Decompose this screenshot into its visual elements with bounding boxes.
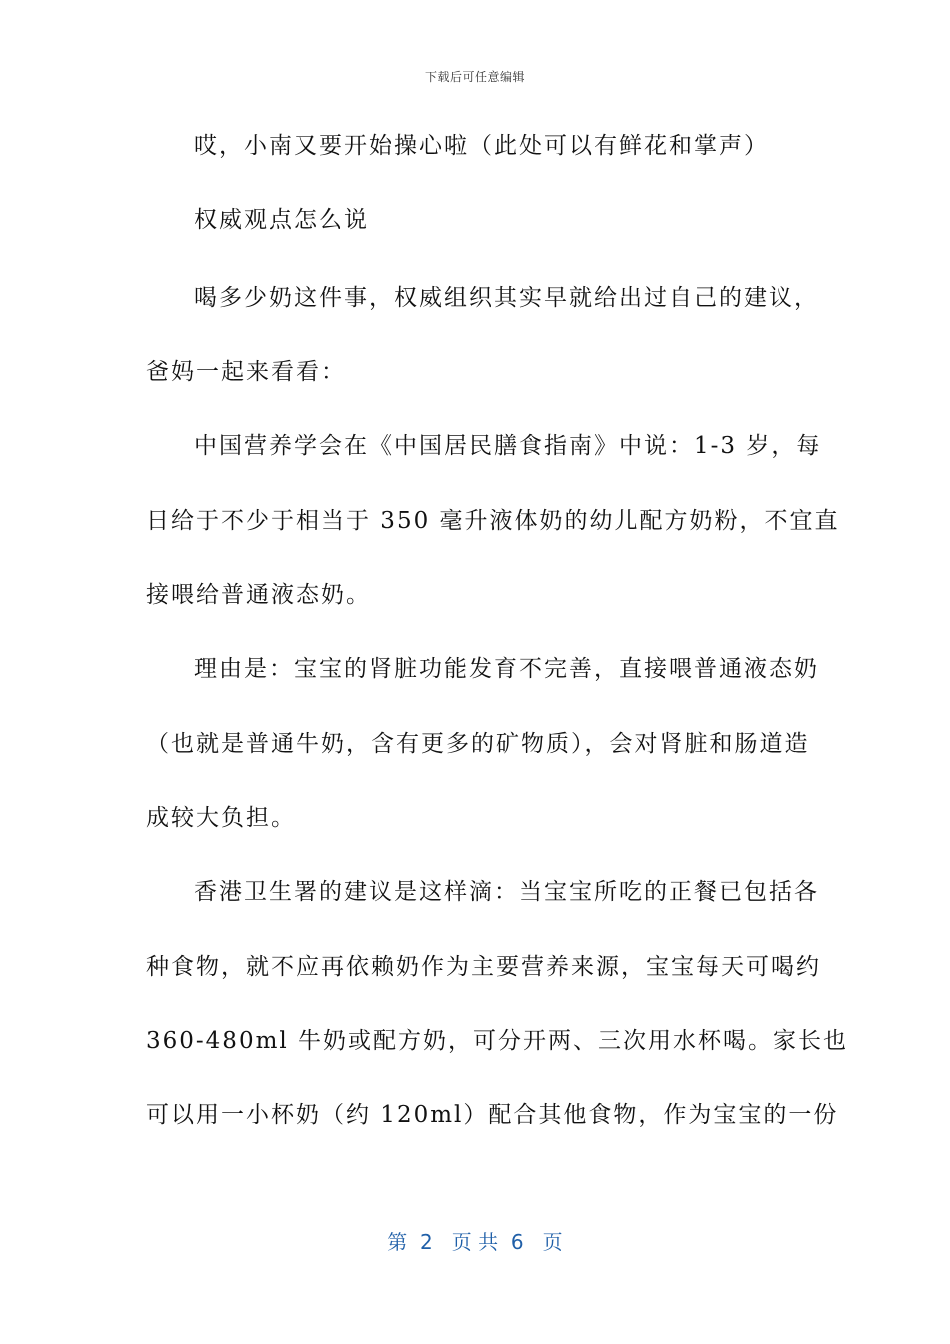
paragraph-line: 爸妈一起来看看： — [146, 359, 346, 385]
paragraph-line: 中国营养学会在《中国居民膳食指南》中说：1-3 岁，每 — [194, 433, 822, 459]
paragraph-line: 360-480ml 牛奶或配方奶，可分开两、三次用水杯喝。家长也 — [146, 1028, 849, 1054]
section-heading: 权威观点怎么说 — [194, 207, 369, 233]
paragraph-line: 可以用一小杯奶（约 120ml）配合其他食物，作为宝宝的一份 — [146, 1102, 839, 1128]
paragraph-line: 接喂给普通液态奶。 — [146, 582, 371, 608]
paragraph-line: 种食物，就不应再依赖奶作为主要营养来源，宝宝每天可喝约 — [146, 954, 821, 980]
page-header-note: 下载后可任意编辑 — [424, 70, 525, 84]
paragraph-line: 香港卫生署的建议是这样滴：当宝宝所吃的正餐已包括各 — [194, 879, 819, 905]
paragraph-line: 理由是：宝宝的肾脏功能发育不完善，直接喂普通液态奶 — [194, 656, 819, 682]
page-number-footer — [0, 1226, 950, 1255]
paragraph-line: 喝多少奶这件事，权威组织其实早就给出过自己的建议， — [194, 285, 819, 311]
paragraph-line: 哎，小南又要开始操心啦（此处可以有鲜花和掌声） — [194, 133, 769, 159]
paragraph-line: （也就是普通牛奶，含有更多的矿物质），会对肾脏和肠道造 — [146, 731, 810, 757]
page-number-text: 第 2 页 共 6 页 — [387, 1230, 563, 1254]
paragraph-line: 成较大负担。 — [146, 805, 296, 831]
paragraph-line: 日给于不少于相当于 350 毫升液体奶的幼儿配方奶粉，不宜直 — [146, 508, 840, 534]
